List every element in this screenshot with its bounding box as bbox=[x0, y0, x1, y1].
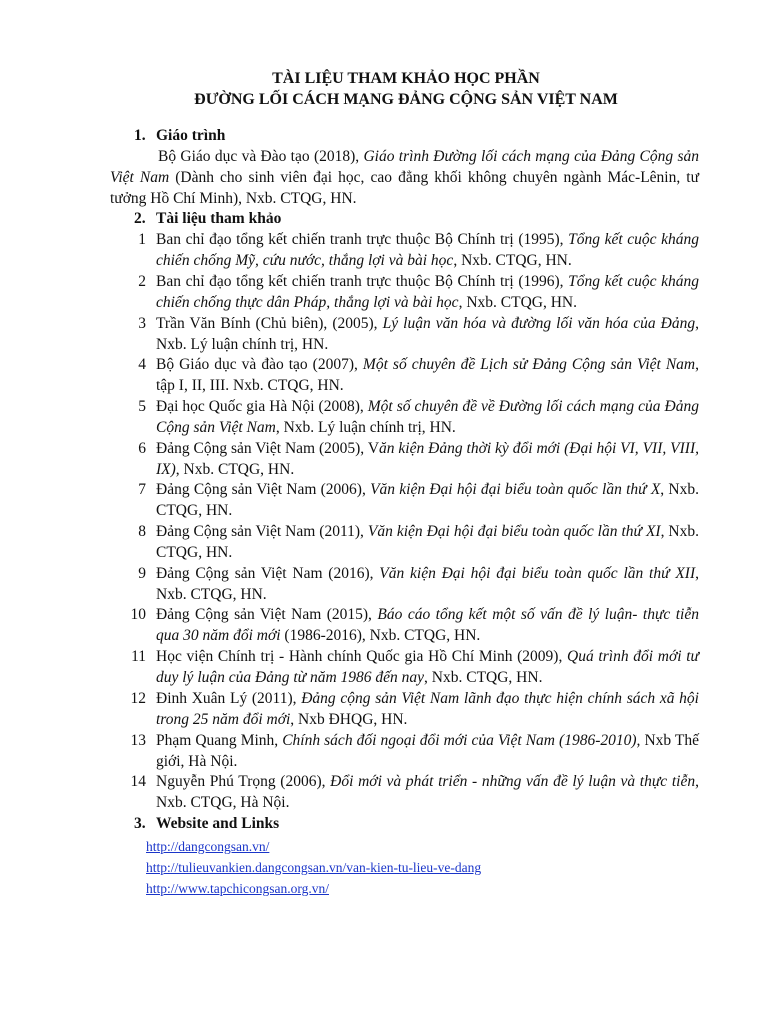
document-title-line-1: TÀI LIỆU THAM KHẢO HỌC PHẦN bbox=[272, 70, 540, 87]
reference-number: 4 bbox=[138, 356, 146, 373]
citation-title-text: Một số chuyên đề Lịch sử Đảng Cộng sản Việt Nam bbox=[362, 356, 696, 373]
citation-text: , Nxb. CTQG, HN. bbox=[453, 252, 572, 269]
citation-text: Nxb Thế giới, Hà Nội. bbox=[156, 732, 699, 770]
reference-number: 7 bbox=[138, 481, 146, 498]
reference-text bbox=[156, 688, 699, 730]
reference-number: 12 bbox=[130, 690, 146, 707]
section-title: Website and Links bbox=[156, 815, 280, 832]
reference-number: 13 bbox=[130, 732, 146, 749]
section-number: 1. bbox=[134, 127, 146, 144]
link-dangcongsan[interactable]: http://dangcongsan.vn/ bbox=[146, 839, 270, 854]
reference-text bbox=[156, 438, 699, 480]
reference-text bbox=[156, 396, 699, 438]
citation-text: , Nxb. CTQG, HN. bbox=[156, 565, 699, 603]
citation-text: , Nxb. CTQG, Hà Nội. bbox=[156, 773, 699, 811]
citation-title-text: Văn kiện Đại hội đại biểu toàn quốc lần thứ XI bbox=[367, 523, 661, 540]
citation-title-text: Tổng kết cuộc kháng chiến chống thực dân Pháp, thắng lợi và bài học bbox=[156, 273, 699, 311]
citation-text: Phạm Quang Minh, bbox=[156, 732, 283, 749]
citation-text: Bộ Giáo dục và Đào tạo (2018), bbox=[158, 148, 364, 165]
citation-title-text: Một số chuyên đề về Đường lối cách mạng của Đảng Cộng sản Việt Nam bbox=[156, 398, 699, 436]
reference-text bbox=[156, 271, 699, 313]
citation-title-text: Tổng kết cuộc kháng chiến chống Mỹ, cứu nước, thắng lợi và bài học bbox=[156, 231, 699, 269]
document-title-line-2: ĐƯỜNG LỐI CÁCH MẠNG ĐẢNG CỘNG SẢN VIỆT NAM bbox=[194, 91, 618, 108]
citation-title-text: ăn kiện Đảng thời kỳ đổi mới (Đại hội VI, VII, VIII, IX) bbox=[156, 440, 699, 478]
citation-title-text: Báo cáo tổng kết một số vấn đề lý luận- thực tiễn qua 30 năm đổi mới bbox=[156, 606, 699, 644]
reference-text bbox=[156, 521, 699, 563]
citation-text: Đinh Xuân Lý (2011), bbox=[156, 690, 302, 707]
reference-number: 9 bbox=[138, 565, 146, 582]
reference-number: 2 bbox=[138, 273, 146, 290]
citation-title-text: Văn kiện Đại hội đại biểu toàn quốc lần thứ X bbox=[370, 481, 661, 498]
reference-number: 6 bbox=[138, 440, 146, 457]
reference-number: 1 bbox=[138, 231, 146, 248]
section-number: 2. bbox=[134, 210, 146, 227]
citation-text: , Nxb. Lý luận chính trị, HN. bbox=[156, 315, 700, 353]
reference-number: 10 bbox=[130, 606, 146, 623]
citation-text: , Nxb. CTQG, HN. bbox=[156, 523, 699, 561]
reference-number: 11 bbox=[131, 648, 146, 665]
reference-text bbox=[156, 229, 699, 271]
citation-title-text: Văn kiện Đại hội đại biểu toàn quốc lần thứ XII bbox=[379, 565, 696, 582]
citation-text: Đảng Cộng sản Việt Nam (2006), bbox=[156, 481, 371, 498]
section-number: 3. bbox=[134, 815, 146, 832]
reference-number: 5 bbox=[138, 398, 146, 415]
citation-text: Trần Văn Bính (Chủ biên), (2005), bbox=[156, 315, 383, 332]
reference-text bbox=[156, 771, 699, 813]
citation-text: , tập I, II, III. Nxb. CTQG, HN. bbox=[156, 356, 700, 394]
textbook-citation bbox=[110, 146, 699, 209]
citation-text: (Dành cho sinh viên đại học, cao đẳng khối không chuyên ngành Mác-Lênin, tư tưởng Hồ Chí Minh), Nxb. CTQG, HN. bbox=[110, 169, 700, 207]
link-tapchicongsan[interactable]: http://www.tapchicongsan.org.vn/ bbox=[146, 881, 329, 896]
reference-text bbox=[156, 479, 699, 521]
citation-text: Ban chỉ đạo tổng kết chiến tranh trực thuộc Bộ Chính trị (1996), bbox=[156, 273, 569, 290]
citation-title-text: Quá trình đổi mới tư duy lý luận của Đảng từ năm 1986 đến nay bbox=[156, 648, 699, 686]
reference-text bbox=[156, 354, 699, 396]
link-list bbox=[146, 836, 481, 899]
link-tulieuvankien[interactable]: http://tulieuvankien.dangcongsan.vn/van-kien-tu-lieu-ve-dang bbox=[146, 860, 482, 875]
citation-title-text: Đổi mới và phát triển - những vấn đề lý luận và thực tiễn bbox=[330, 773, 696, 790]
citation-title-text: Giáo trình Đường lối cách mạng của Đảng Cộng sản Việt Nam bbox=[110, 148, 700, 186]
reference-text bbox=[156, 563, 699, 605]
citation-title-text: Đảng cộng sản Việt Nam lãnh đạo thực hiện chính sách xã hội trong 25 năm đổi mới bbox=[156, 690, 699, 728]
reference-number: 14 bbox=[130, 773, 146, 790]
citation-text: , Nxb. CTQG, HN. bbox=[175, 461, 295, 478]
section-heading-references bbox=[134, 208, 281, 229]
citation-text: Đảng Cộng sản Việt Nam (2011), bbox=[156, 523, 368, 540]
reference-text bbox=[156, 730, 699, 772]
citation-text: , Nxb. CTQG, HN. bbox=[458, 294, 577, 311]
reference-number: 3 bbox=[138, 315, 146, 332]
reference-text bbox=[156, 604, 699, 646]
citation-text: Nguyễn Phú Trọng (2006), bbox=[156, 773, 331, 790]
citation-text: Đảng Cộng sản Việt Nam (2016), bbox=[156, 565, 380, 582]
reference-text bbox=[156, 313, 699, 355]
citation-text: Học viện Chính trị - Hành chính Quốc gia Hồ Chí Minh (2009), bbox=[156, 648, 568, 665]
citation-text: , Nxb ĐHQG, HN. bbox=[290, 711, 408, 728]
citation-text: , Nxb. Lý luận chính trị, HN. bbox=[275, 419, 456, 436]
reference-number: 8 bbox=[138, 523, 146, 540]
citation-text: Ban chỉ đạo tổng kết chiến tranh trực thuộc Bộ Chính trị (1995), bbox=[156, 231, 569, 248]
citation-text: Bộ Giáo dục và đào tạo (2007), bbox=[156, 356, 363, 373]
section-title: Giáo trình bbox=[156, 127, 226, 144]
citation-text: (1986-2016), Nxb. CTQG, HN. bbox=[280, 627, 481, 644]
citation-title-text: Chính sách đối ngoại đổi mới của Việt Nam (1986-2010), bbox=[282, 732, 641, 749]
section-heading-links bbox=[134, 813, 279, 834]
citation-text: , Nxb. CTQG, HN. bbox=[424, 669, 543, 686]
citation-text: Đại học Quốc gia Hà Nội (2008), bbox=[156, 398, 368, 415]
citation-title-text: Lý luận văn hóa và đường lối văn hóa của Đảng bbox=[382, 315, 696, 332]
citation-text: Đảng Cộng sản Việt Nam (2005), V bbox=[156, 440, 380, 457]
citation-text: Đảng Cộng sản Việt Nam (2015), bbox=[156, 606, 378, 623]
reference-text bbox=[156, 646, 699, 688]
citation-text: , Nxb. CTQG, HN. bbox=[156, 481, 699, 519]
section-heading-textbook bbox=[134, 125, 225, 146]
section-title: Tài liệu tham khảo bbox=[156, 210, 282, 227]
